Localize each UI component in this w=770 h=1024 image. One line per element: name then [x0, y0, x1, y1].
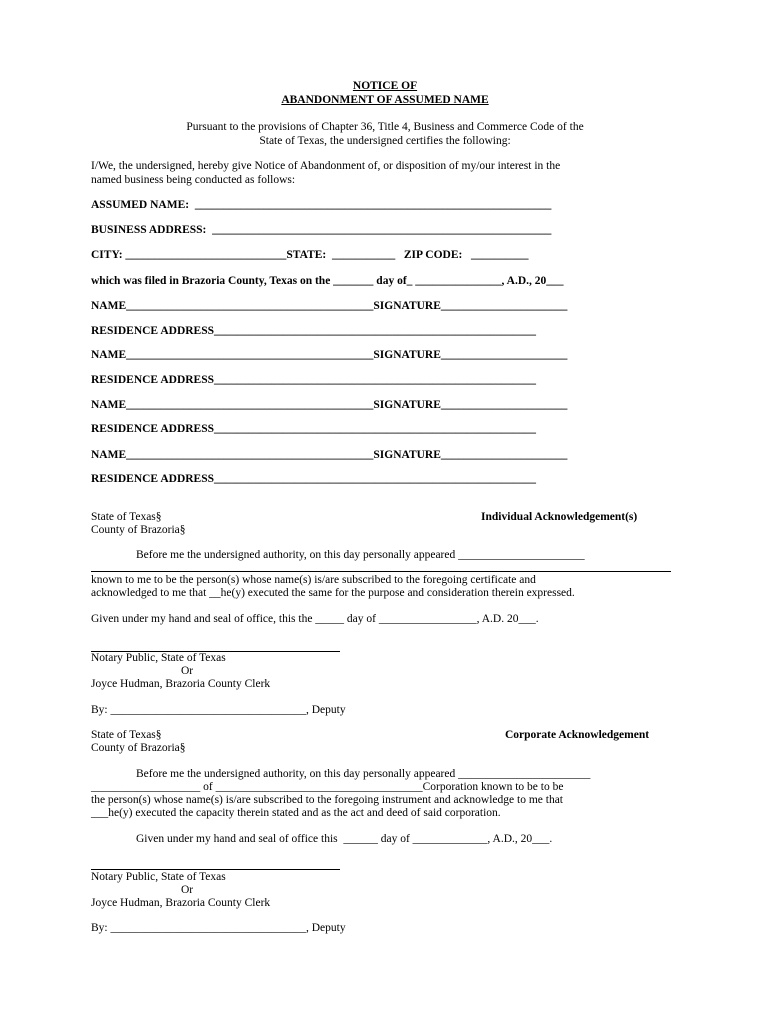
corporate-clerk: Joyce Hudman, Brazoria County Clerk: [91, 897, 271, 909]
corporate-notary: Notary Public, State of Texas: [91, 871, 226, 883]
residence-address-field[interactable]: RESIDENCE ADDRESS________________________________________________________: [91, 374, 537, 386]
individual-by-deputy: By: __________________________________, Deputy: [91, 704, 346, 716]
signature-rule: [91, 571, 671, 572]
individual-or: Or: [181, 665, 194, 677]
name-signature-field[interactable]: NAME___________________________________________SIGNATURE______________________: [91, 399, 568, 411]
assumed-name-field[interactable]: ASSUMED NAME: ______________________________________________________________: [91, 199, 552, 211]
name-signature-field[interactable]: NAME___________________________________________SIGNATURE______________________: [91, 349, 568, 361]
intro-line-1: Pursuant to the provisions of Chapter 36, Title 4, Business and Commerce Code of the: [186, 121, 584, 133]
individual-given: Given under my hand and seal of office, this the _____ day of _________________, A.D. 20___.: [91, 613, 539, 625]
filed-date-field[interactable]: which was filed in Brazoria County, Texas on the _______ day of_ _______________, A.D., 20___: [91, 275, 564, 287]
corporate-before-me: Before me the undersigned authority, on this day personally appeared _______________________: [136, 768, 591, 780]
individual-known-line-1: known to me to be the person(s) whose name(s) is/are subscribed to the foregoing certificate and: [91, 574, 536, 586]
name-signature-field[interactable]: NAME___________________________________________SIGNATURE______________________: [91, 449, 568, 461]
individual-before-me: Before me the undersigned authority, on this day personally appeared ______________________: [136, 549, 585, 561]
corporate-by-deputy: By: __________________________________, Deputy: [91, 922, 346, 934]
corporate-ack-heading: Corporate Acknowledgement: [505, 729, 650, 741]
individual-county: County of Brazoria§: [91, 524, 186, 536]
title-line-2: ABANDONMENT OF ASSUMED NAME: [281, 94, 489, 106]
corporate-corp-line: ___________________ of ____________________________________Corporation known to be to be: [91, 781, 564, 793]
notice-line-2: named business being conducted as follows:: [91, 174, 296, 186]
individual-ack-heading: Individual Acknowledgement(s): [481, 511, 638, 523]
residence-address-field[interactable]: RESIDENCE ADDRESS________________________________________________________: [91, 423, 537, 435]
individual-known-line-2: acknowledged to me that __he(y) executed the same for the purpose and consideration therein expressed.: [91, 587, 575, 599]
name-signature-field[interactable]: NAME___________________________________________SIGNATURE______________________: [91, 300, 568, 312]
corporate-or: Or: [181, 884, 194, 896]
city-state-zip-field[interactable]: CITY: ____________________________STATE: ___________ ZIP CODE: __________: [91, 249, 529, 261]
intro-line-2: State of Texas, the undersigned certifies the following:: [259, 135, 511, 147]
individual-state: State of Texas§: [91, 511, 162, 523]
corporate-state: State of Texas§: [91, 729, 162, 741]
notary-signature-rule: [91, 869, 340, 870]
notice-line-1: I/We, the undersigned, hereby give Notice of Abandonment of, or disposition of my/our interest in the: [91, 160, 561, 172]
corporate-line-3: ___he(y) executed the capacity therein stated and as the act and deed of said corporation.: [91, 807, 501, 819]
residence-address-field[interactable]: RESIDENCE ADDRESS________________________________________________________: [91, 325, 537, 337]
residence-address-field[interactable]: RESIDENCE ADDRESS________________________________________________________: [91, 473, 537, 485]
title-line-1: NOTICE OF: [352, 80, 418, 92]
individual-notary: Notary Public, State of Texas: [91, 652, 226, 664]
corporate-line-2: the person(s) whose name(s) is/are subscribed to the foregoing instrument and acknowledge to me that: [91, 794, 564, 806]
corporate-given: Given under my hand and seal of office this ______ day of _____________, A.D., 20___.: [136, 833, 553, 845]
individual-clerk: Joyce Hudman, Brazoria County Clerk: [91, 678, 271, 690]
business-address-field[interactable]: BUSINESS ADDRESS: ___________________________________________________________: [91, 224, 552, 236]
corporate-county: County of Brazoria§: [91, 742, 186, 754]
